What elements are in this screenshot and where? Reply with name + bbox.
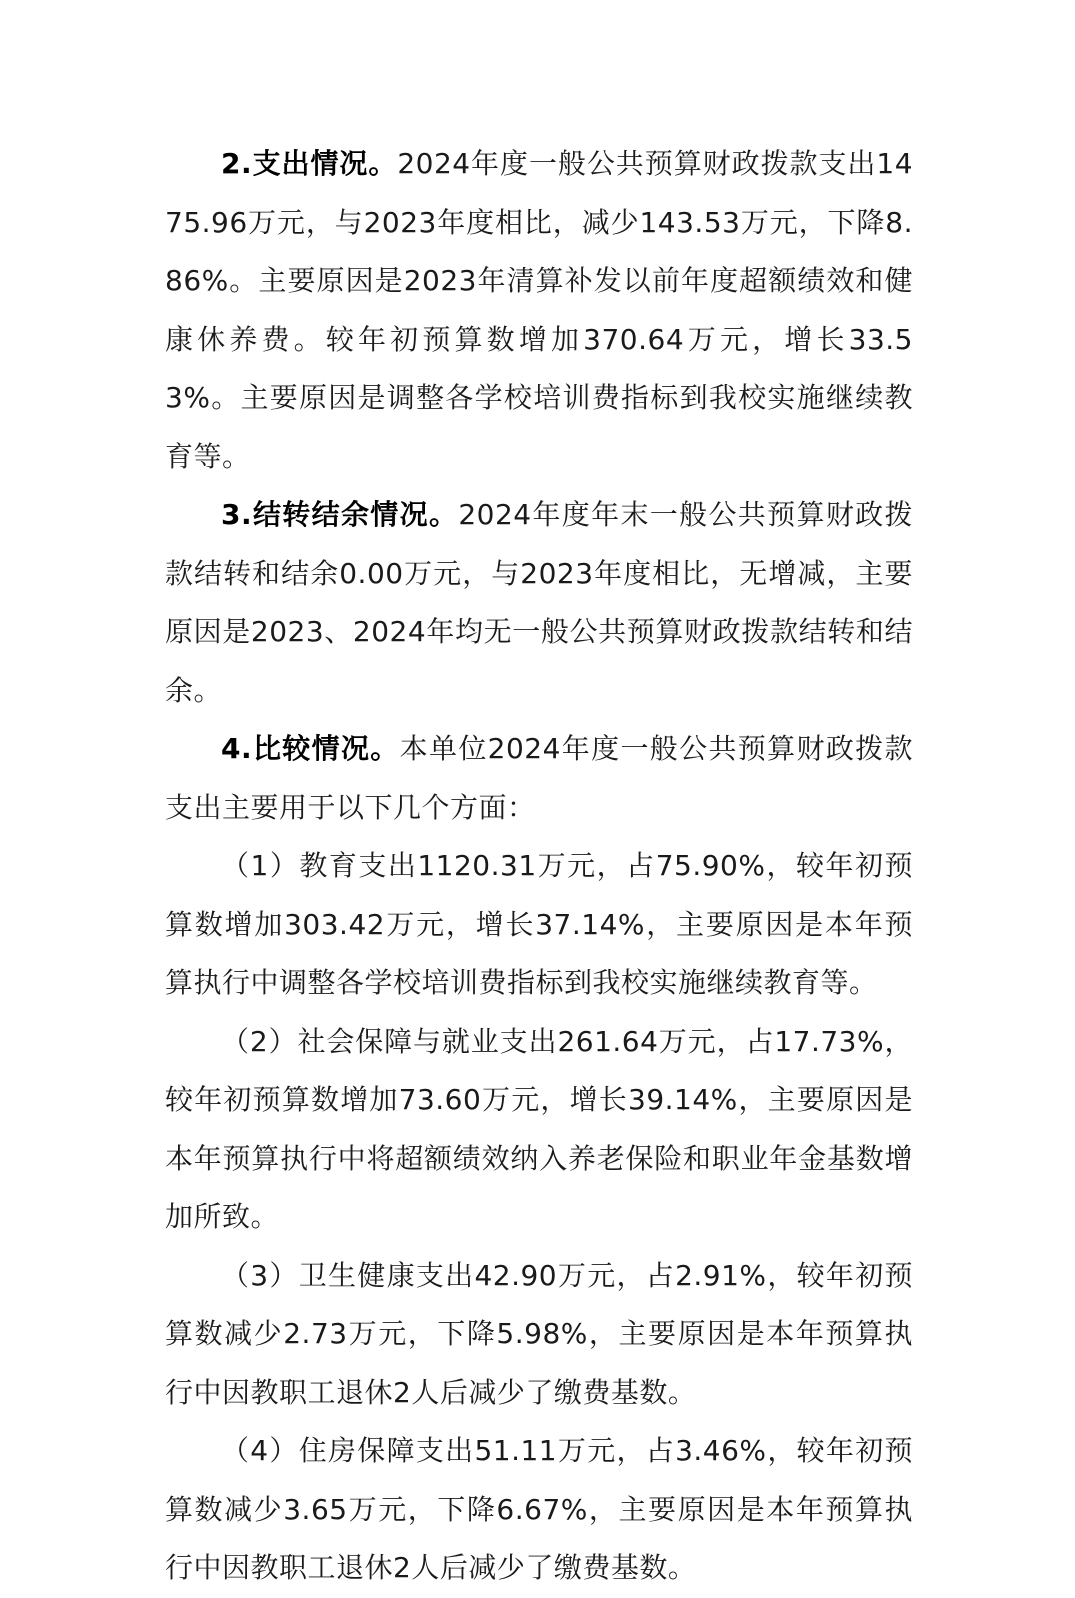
- text-expenditure: 2024年度一般公共预算财政拨款支出1475.96万元，与2023年度相比，减少143.53万元，下降8.86%。主要原因是2023年清算补发以前年度超额绩效和健康休养费。较年初预算数增加370.64万元，增长33.53%。主要原因是调整各学校培训费指标到我校实施继续教育等。: [165, 147, 914, 473]
- text-social-security: （2）社会保障与就业支出261.64万元，占17.73%，较年初预算数增加73.60万元，增长39.14%，主要原因是本年预算执行中将超额绩效纳入养老保险和职业年金基数增加所致。: [165, 1024, 913, 1233]
- heading-carryover: 3.结转结余情况。: [221, 498, 459, 531]
- document-page: [165, 135, 913, 1598]
- paragraph-expenditure: [165, 135, 913, 486]
- heading-expenditure: 2.支出情况。: [221, 147, 398, 180]
- text-health: （3）卫生健康支出42.90万元，占2.91%，较年初预算数减少2.73万元，下降5.98%，主要原因是本年预算执行中因教职工退休2人后减少了缴费基数。: [165, 1258, 913, 1409]
- paragraph-education: [165, 837, 913, 1013]
- text-carryover: 2024年度年末一般公共预算财政拨款结转和结余0.00万元，与2023年度相比，无增减，主要原因是2023、2024年均无一般公共预算财政拨款结转和结余。: [165, 498, 914, 707]
- paragraph-housing: [165, 1422, 913, 1598]
- text-comparison: 本单位2024年度一般公共预算财政拨款支出主要用于以下几个方面：: [165, 732, 913, 824]
- paragraph-comparison: [165, 720, 913, 837]
- text-housing: （4）住房保障支出51.11万元，占3.46%，较年初预算数减少3.65万元，下降6.67%，主要原因是本年预算执行中因教职工退休2人后减少了缴费基数。: [165, 1434, 913, 1584]
- paragraph-carryover: [165, 486, 913, 720]
- heading-comparison: 4.比较情况。: [221, 732, 400, 765]
- paragraph-social-security: [165, 1013, 913, 1247]
- text-education: （1）教育支出1120.31万元，占75.90%，较年初预算数增加303.42万元，增长37.14%，主要原因是本年预算执行中调整各学校培训费指标到我校实施继续教育等。: [165, 849, 913, 999]
- paragraph-health: [165, 1247, 913, 1423]
